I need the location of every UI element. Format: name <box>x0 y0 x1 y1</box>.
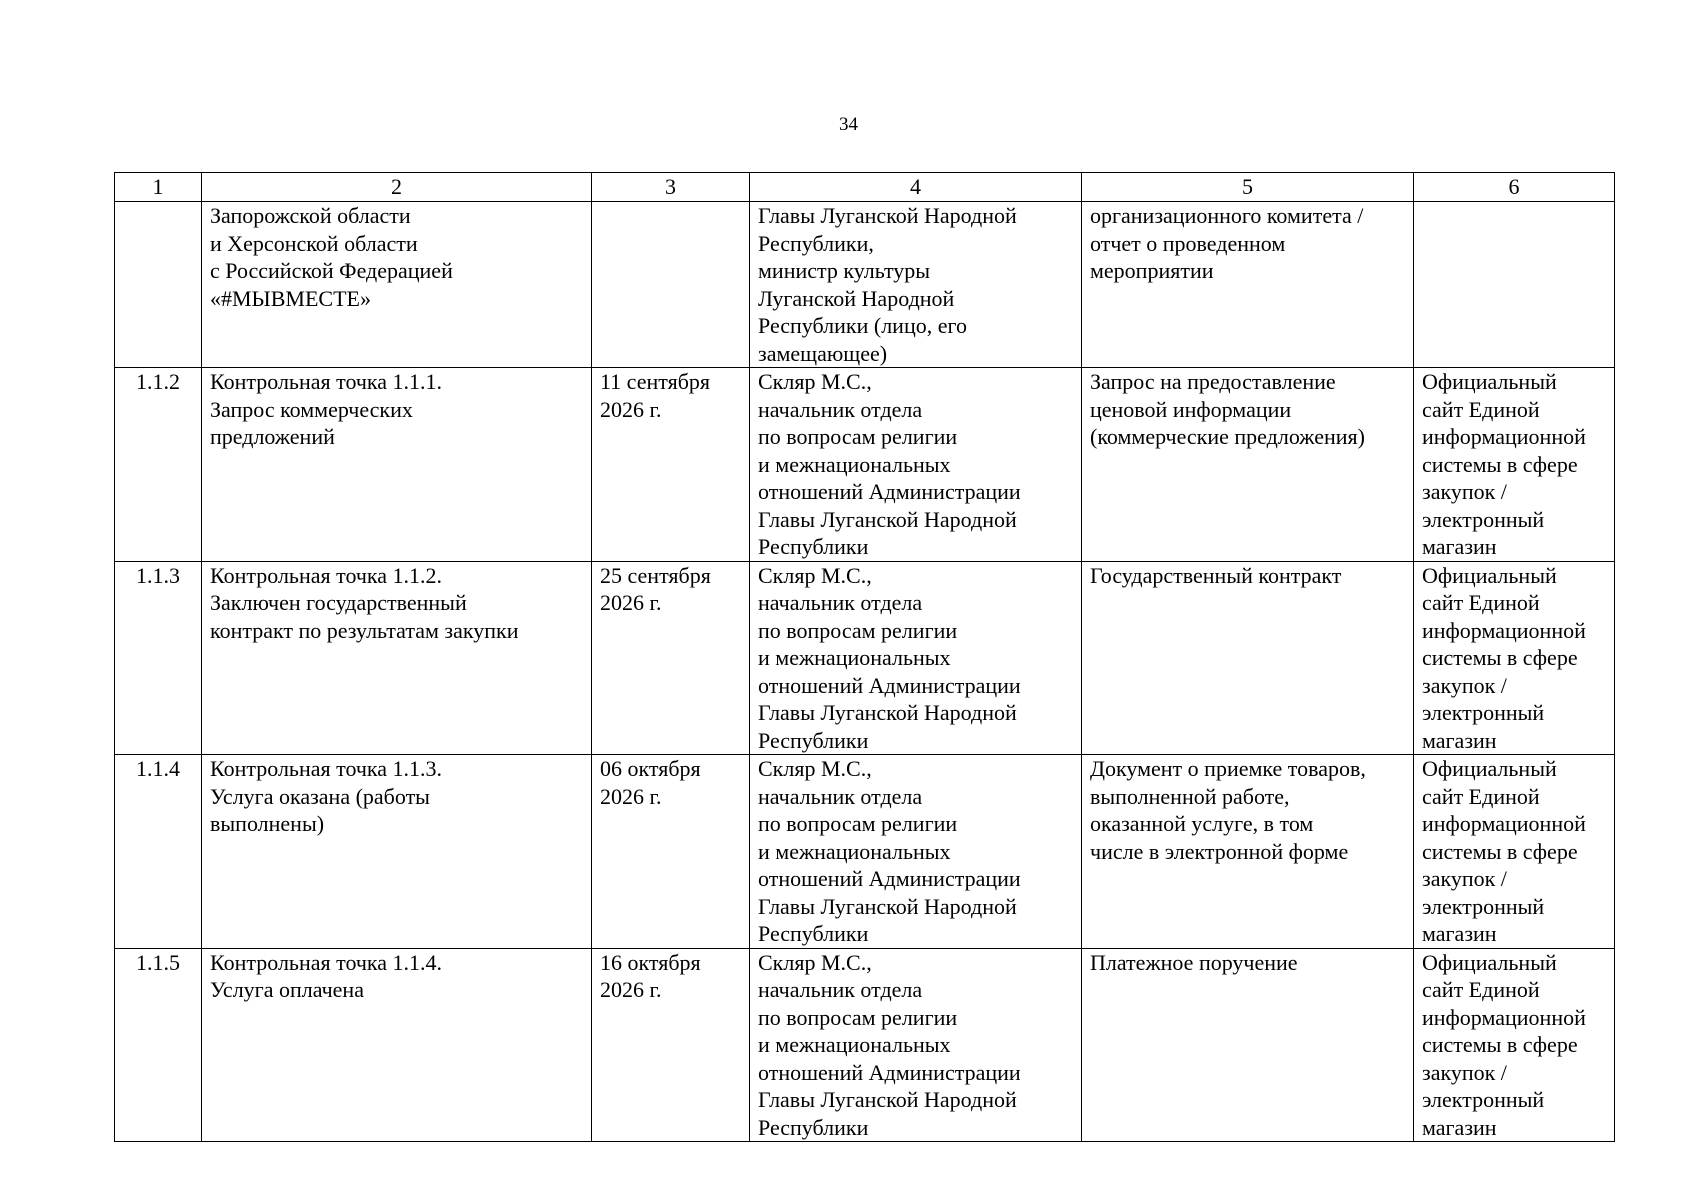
responsible-cell: Скляр М.С., начальник отдела по вопросам религии и межнациональных отношений Администрации Главы Луганской Народной Республики <box>750 755 1082 949</box>
result-cell: Платежное поручение <box>1082 948 1414 1142</box>
event-name-cell: Контрольная точка 1.1.1. Запрос коммерческих предложений <box>202 368 592 562</box>
row-number-cell: 1.1.5 <box>115 948 202 1142</box>
header-cell-3: 3 <box>592 173 750 202</box>
result-cell: организационного комитета / отчет о проведенном мероприятии <box>1082 202 1414 368</box>
row-number-cell: 1.1.2 <box>115 368 202 562</box>
schedule-table <box>114 172 1615 1142</box>
header-cell-1: 1 <box>115 173 202 202</box>
info-system-cell: Официальный сайт Единой информационной системы в сфере закупок / электронный магазин <box>1414 561 1615 755</box>
info-system-cell: Официальный сайт Единой информационной системы в сфере закупок / электронный магазин <box>1414 368 1615 562</box>
date-cell: 06 октября 2026 г. <box>592 755 750 949</box>
header-cell-2: 2 <box>202 173 592 202</box>
header-cell-4: 4 <box>750 173 1082 202</box>
header-cell-5: 5 <box>1082 173 1414 202</box>
table-row <box>115 948 1615 1142</box>
responsible-cell: Скляр М.С., начальник отдела по вопросам религии и межнациональных отношений Администрации Главы Луганской Народной Республики <box>750 368 1082 562</box>
responsible-cell: Скляр М.С., начальник отдела по вопросам религии и межнациональных отношений Администрации Главы Луганской Народной Республики <box>750 948 1082 1142</box>
responsible-cell: Главы Луганской Народной Республики, министр культуры Луганской Народной Республики (лицо, его замещающее) <box>750 202 1082 368</box>
date-cell: 11 сентября 2026 г. <box>592 368 750 562</box>
date-cell: 25 сентября 2026 г. <box>592 561 750 755</box>
info-system-cell: Официальный сайт Единой информационной системы в сфере закупок / электронный магазин <box>1414 948 1615 1142</box>
row-number-cell <box>115 202 202 368</box>
result-cell: Документ о приемке товаров, выполненной работе, оказанной услуге, в том числе в электронной форме <box>1082 755 1414 949</box>
row-number-cell: 1.1.4 <box>115 755 202 949</box>
info-system-cell: Официальный сайт Единой информационной системы в сфере закупок / электронный магазин <box>1414 755 1615 949</box>
row-number-cell: 1.1.3 <box>115 561 202 755</box>
table-row <box>115 202 1615 368</box>
result-cell: Запрос на предоставление ценовой информации (коммерческие предложения) <box>1082 368 1414 562</box>
event-name-cell: Контрольная точка 1.1.3. Услуга оказана (работы выполнены) <box>202 755 592 949</box>
date-cell: 16 октября 2026 г. <box>592 948 750 1142</box>
table-header-row <box>115 173 1615 202</box>
header-cell-6: 6 <box>1414 173 1615 202</box>
date-cell <box>592 202 750 368</box>
responsible-cell: Скляр М.С., начальник отдела по вопросам религии и межнациональных отношений Администрации Главы Луганской Народной Республики <box>750 561 1082 755</box>
info-system-cell <box>1414 202 1615 368</box>
table-row <box>115 561 1615 755</box>
result-cell: Государственный контракт <box>1082 561 1414 755</box>
event-name-cell: Контрольная точка 1.1.4. Услуга оплачена <box>202 948 592 1142</box>
page-number: 34 <box>839 114 858 135</box>
event-name-cell: Запорожской области и Херсонской области с Российской Федерацией «#МЫВМЕСТЕ» <box>202 202 592 368</box>
table-row <box>115 755 1615 949</box>
table-row <box>115 368 1615 562</box>
event-name-cell: Контрольная точка 1.1.2. Заключен государственный контракт по результатам закупки <box>202 561 592 755</box>
